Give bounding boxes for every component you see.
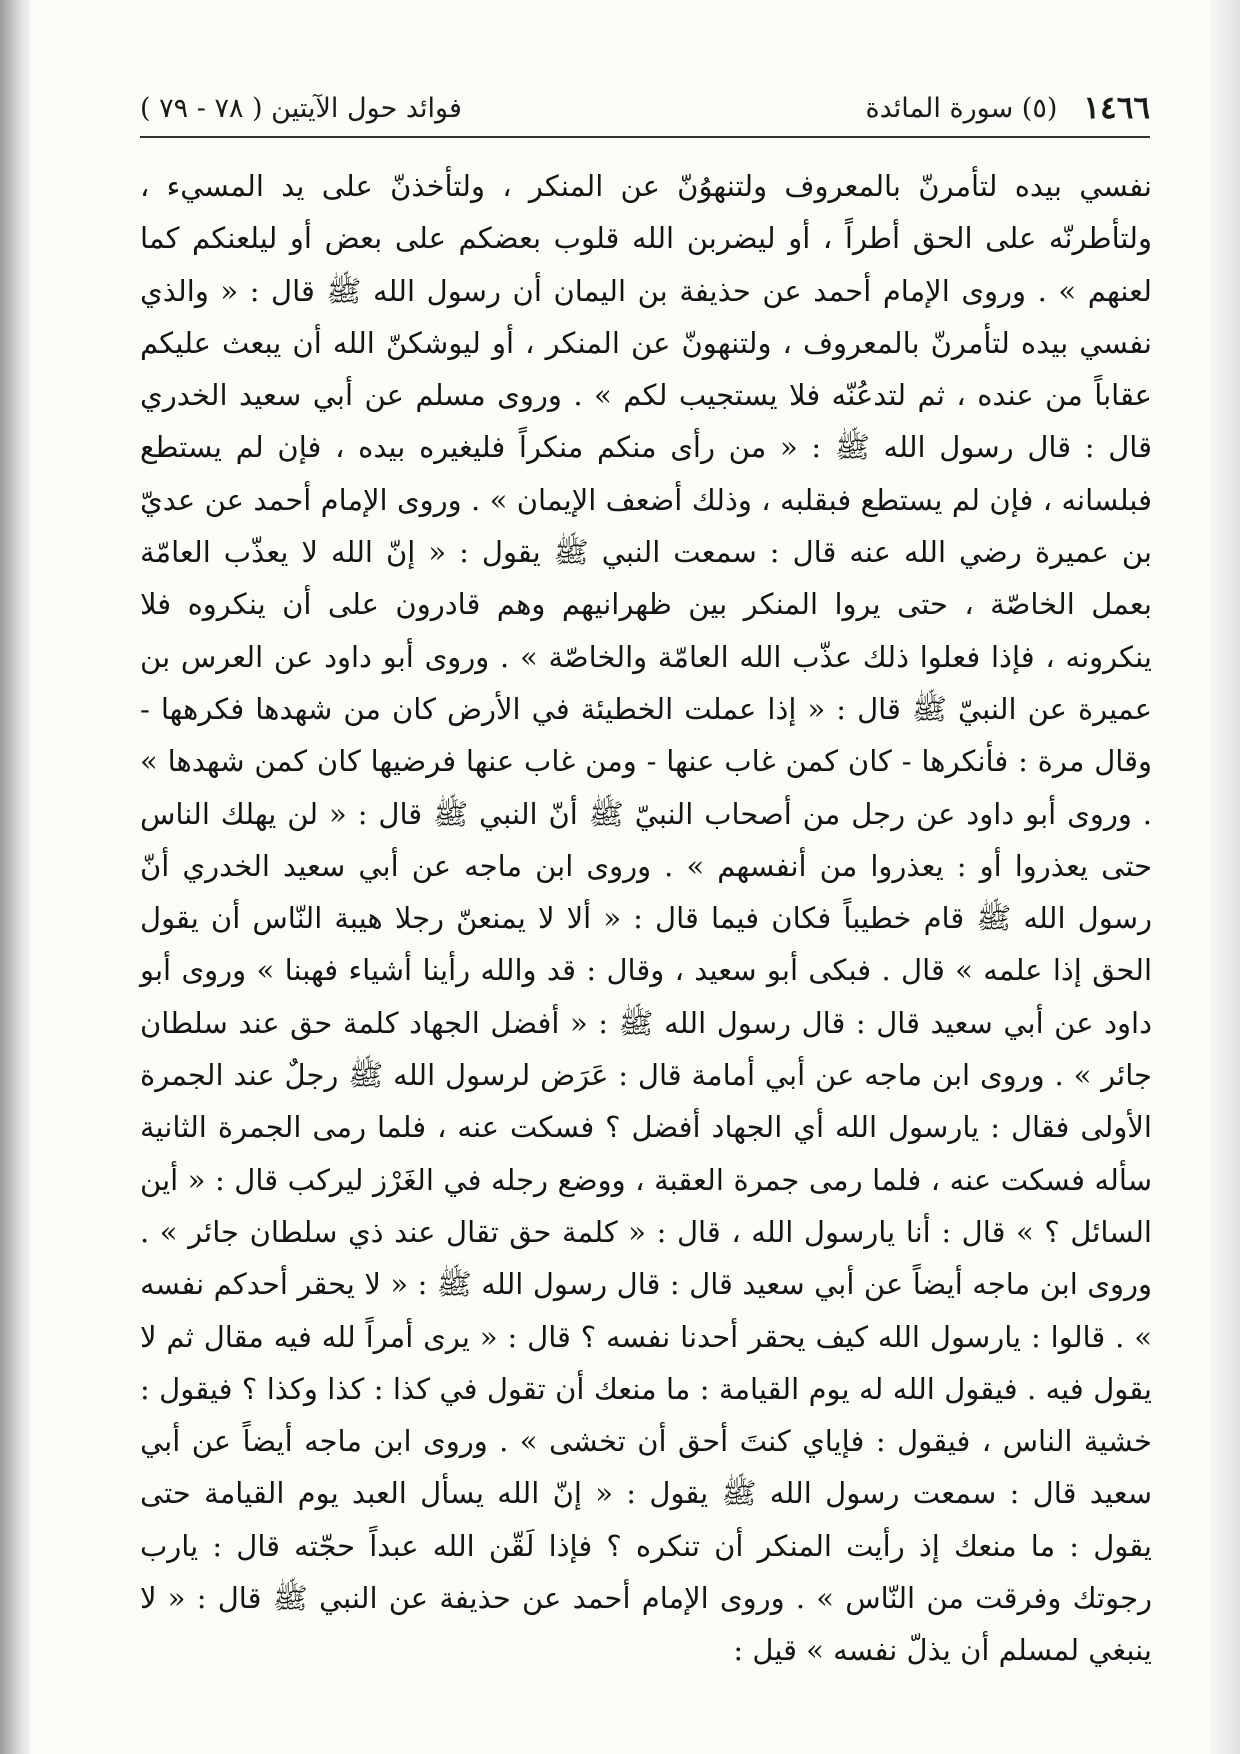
body-paragraph: نفسي بيده لتأمرنّ بالمعروف ولتنهوُنّ عن المنكر ، ولتأخذنّ على يد المسيء ، ولتأطرنّه على الحق أطراً ، أو ليضربن الله قلوب بعضكم على بعض أو ليلعنكم كما لعنهم » . وروى الإمام أحمد عن حذيفة بن اليمان أن رسول الله ﷺ قال : « والذي نفسي بيده لتأمرنّ بالمعروف ، ولتنهونّ عن المنكر ، أو ليوشكنّ الله أن يبعث عليكم عقاباً من عنده ، ثم لتدعُنّه فلا يستجيب لكم » . وروى مسلم عن أبي سعيد الخدري قال : قال رسول الله ﷺ : « من رأى منكم منكراً فليغيره بيده ، فإن لم يستطع فبلسانه ، فإن لم يستطع فبقلبه ، وذلك أضعف الإيمان » . وروى الإمام أحمد عن عديّ بن عميرة رضي الله عنه قال : سمعت النبي ﷺ يقول : « إنّ الله لا يعذّب العامّة بعمل الخاصّة ، حتى يروا المنكر بين ظهرانيهم وهم قادرون على أن ينكروه فلا ينكرونه ، فإذا فعلوا ذلك عذّب الله العامّة والخاصّة » . وروى أبو داود عن العرس بن عميرة عن النبيّ ﷺ قال : « إذا عملت الخطيئة في الأرض كان من شهدها فكرهها - وقال مرة : فأنكرها - كان كمن غاب عنها - ومن غاب عنها فرضيها كان كمن شهدها » . وروى أبو داود عن رجل من أصحاب النبيّ ﷺ أنّ النبي ﷺ قال : « لن يهلك الناس حتى يعذروا أو : يعذروا من أنفسهم » . وروى ابن ماجه عن أبي سعيد الخدري أنّ رسول الله ﷺ قام خطيباً فكان فيما قال : « ألا لا يمنعنّ رجلا هيبة النّاس أن يقول الحق إذا علمه » قال . فبكى أبو سعيد ، وقال : قد والله رأينا أشياء فهبنا » وروى أبو داود عن أبي سعيد قال : قال رسول الله ﷺ : « أفضل الجهاد كلمة حق عند سلطان جائر » . وروى ابن ماجه عن أبي أمامة قال : عَرَض لرسول الله ﷺ رجلٌ عند الجمرة الأولى فقال : يارسول الله أي الجهاد أفضل ؟ فسكت عنه ، فلما رمى الجمرة الثانية سأله فسكت عنه ، فلما رمى جمرة العقبة ، ووضع رجله في الغَرْز ليركب قال : « أين السائل ؟ » قال : أنا يارسول الله ، قال : « كلمة حق تقال عند ذي سلطان جائر » . وروى ابن ماجه أيضاً عن أبي سعيد قال : قال رسول الله ﷺ : « لا يحقر أحدكم نفسه » . قالوا : يارسول الله كيف يحقر أحدنا نفسه ؟ قال : « يرى أمراً لله فيه مقال ثم لا يقول فيه . فيقول الله له يوم القيامة : ما منعك أن تقول في كذا : كذا وكذا ؟ فيقول : خشية الناس ، فيقول : فإياي كنتَ أحق أن تخشى » . وروى ابن ماجه أيضاً عن أبي سعيد قال : سمعت رسول الله ﷺ يقول : « إنّ الله يسأل العبد يوم القيامة حتى يقول : ما منعك إذ رأيت المنكر أن تنكره ؟ فإذا لَقّن الله عبداً حجّته قال : يارب رجوتك وفرقت من النّاس » . وروى الإمام أحمد عن حذيفة عن النبي ﷺ قال : « لا ينبغي لمسلم أن يذلّ نفسه » قيل : xyxy=(140,169,1152,1668)
header-rule xyxy=(140,136,1150,138)
page-number: ١٤٦٦ xyxy=(1083,90,1150,126)
header-right-group xyxy=(865,90,1150,126)
running-header xyxy=(140,82,1150,134)
page-edge xyxy=(1210,0,1240,1754)
main-text xyxy=(140,160,1152,1677)
page-gutter-shadow xyxy=(0,0,30,1754)
section-topic: فوائد حول الآيتين ( ٧٨ - ٧٩ ) xyxy=(140,92,462,124)
surah-title: (٥) سورة المائدة xyxy=(865,92,1058,124)
